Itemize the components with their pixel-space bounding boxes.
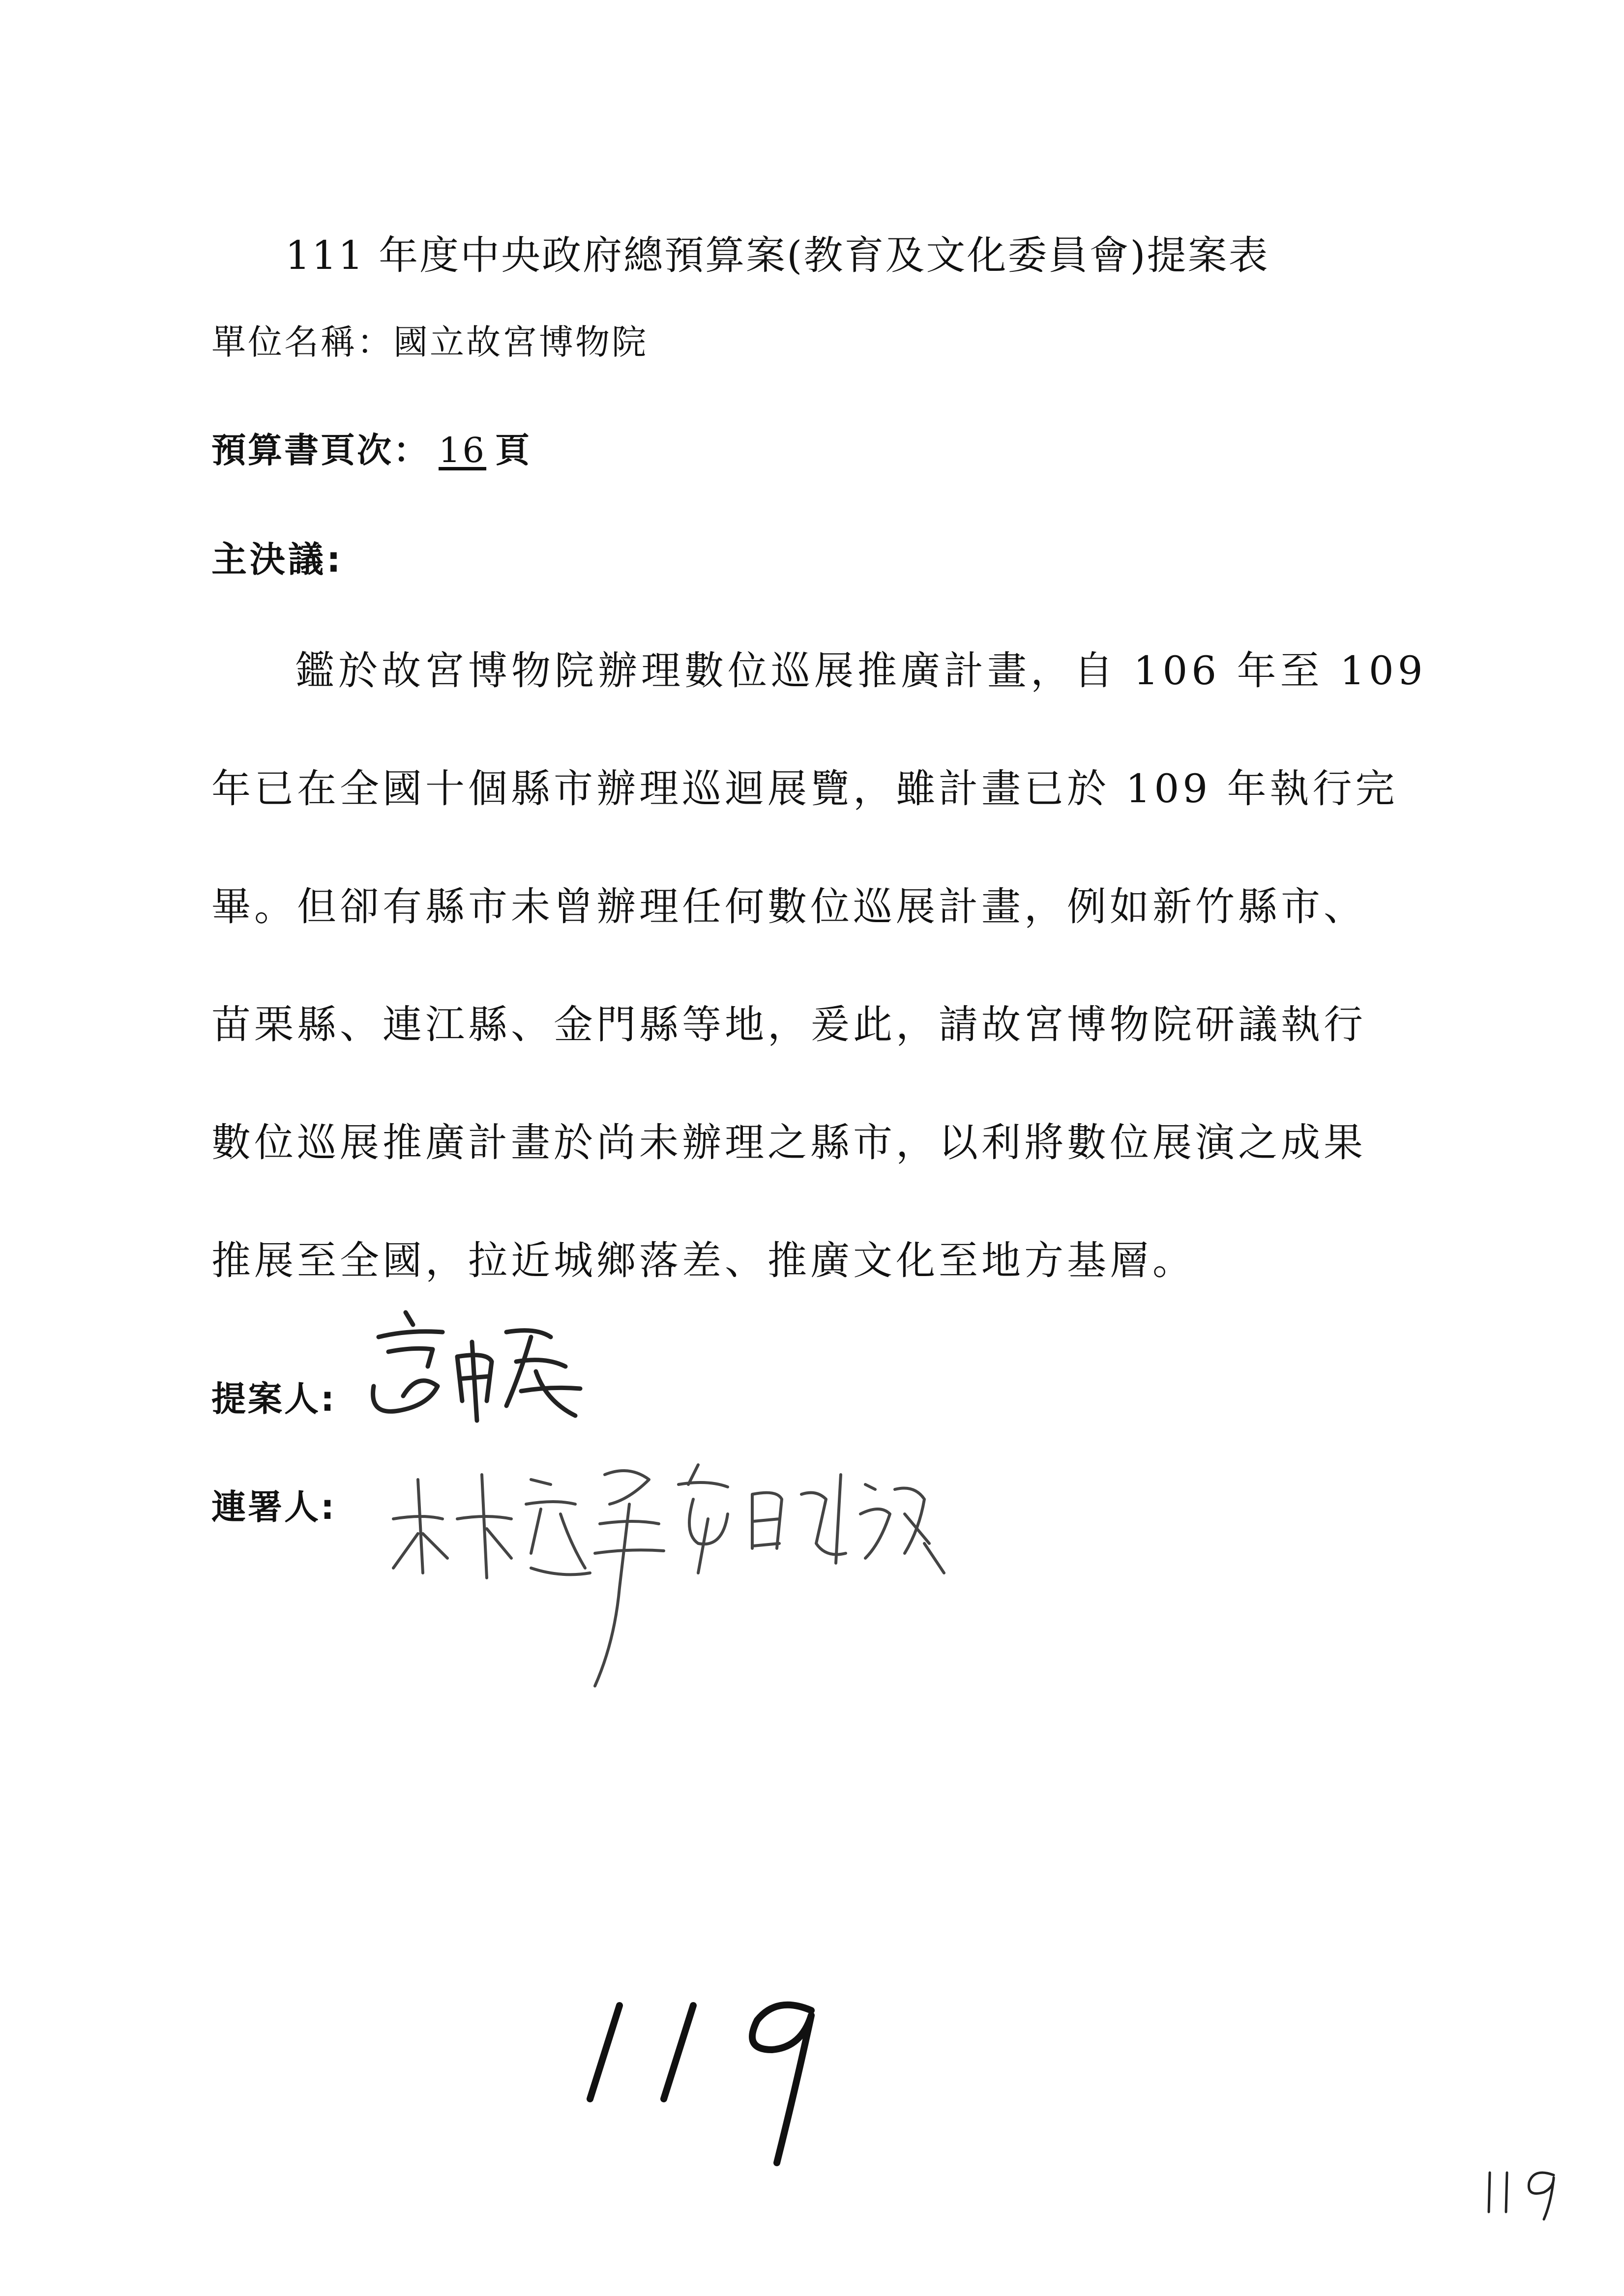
budget-page-field	[211, 423, 531, 472]
budget-page-number: 16	[439, 430, 487, 470]
body-line-4: 苗栗縣、連江縣、金門縣等地，爰此，請故宮博物院研議執行	[211, 1002, 1366, 1047]
handwritten-page-number	[580, 1986, 836, 2182]
body-line-2: 年已在全國十個縣市辦理巡迴展覽，雖計畫已於 109 年執行完	[211, 766, 1398, 812]
body-line-3: 畢。但卻有縣市未曾辦理任何數位巡展計畫，例如新竹縣市、	[211, 884, 1366, 930]
cosigner-signatures	[384, 1445, 974, 1701]
proposer-signature	[359, 1303, 615, 1430]
body-line-1: 鑑於故宮博物院辦理數位巡展推廣計畫，自 106 年至 109	[295, 648, 1427, 694]
budget-page-label: 預算書頁次：	[211, 430, 430, 470]
body-line-6: 推展至全國，拉近城鄉落差、推廣文化至地方基層。	[211, 1238, 1195, 1283]
budget-page-suffix: 頁	[495, 430, 532, 470]
proposer-label: 提案人:	[211, 1379, 336, 1419]
unit-name: 單位名稱：國立故宮博物院	[211, 322, 648, 362]
body-line-5: 數位巡展推廣計畫於尚未辦理之縣市，以利將數位展演之成果	[211, 1120, 1366, 1165]
corner-page-number	[1480, 2163, 1568, 2227]
cosigner-label: 連署人:	[211, 1487, 336, 1527]
main-resolution-label: 主決議:	[211, 539, 344, 580]
form-title: 111 年度中央政府總預算案(教育及文化委員會)提案表	[285, 233, 1270, 278]
